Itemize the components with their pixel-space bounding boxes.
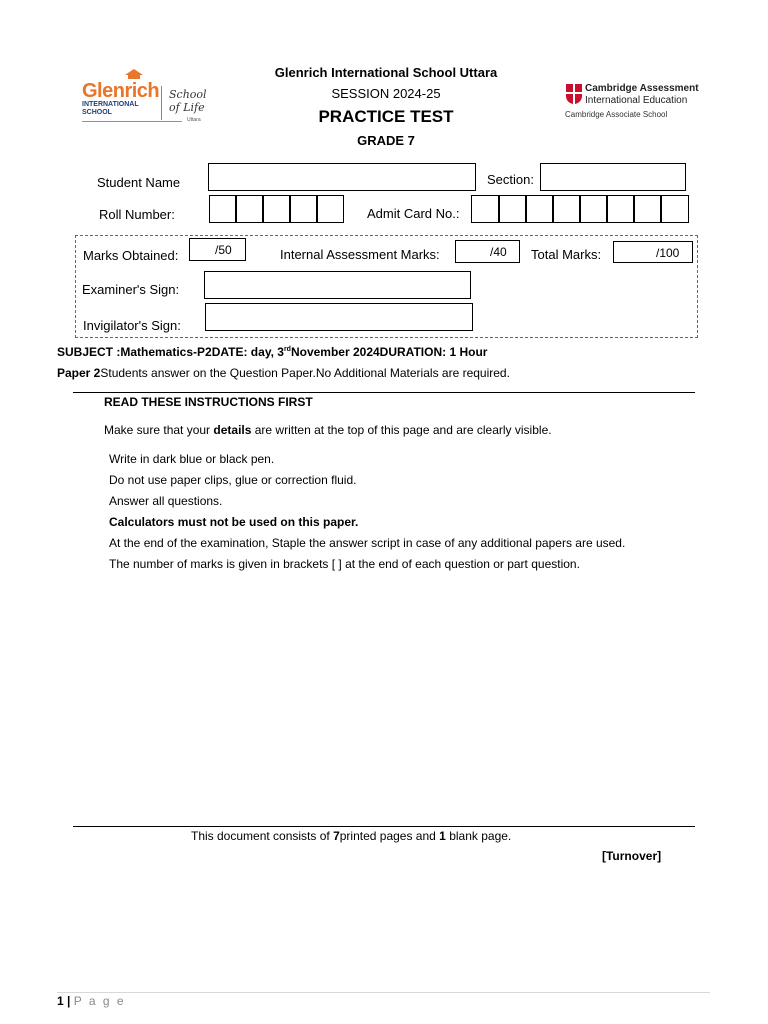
page-num: 1 [57,994,64,1008]
page-sep: | [63,994,74,1008]
paper-line [57,366,510,380]
make-sure-pre: Make sure that your [104,423,214,437]
paper-label: Paper 2 [57,366,101,380]
internal-assessment-field[interactable]: /40 [455,240,520,263]
invigilator-sign-field[interactable] [205,303,473,331]
admit-digit-box[interactable] [499,195,526,223]
admit-card-label: Admit Card No.: [367,206,460,221]
doc-pre: This document consists of [191,829,334,843]
document-info [191,829,511,843]
instruction-item: The number of marks is given in brackets [ ] at the end of each question or part question. [109,557,580,571]
instruction-item: At the end of the examination, Staple the answer script in case of any additional papers are used. [109,536,626,550]
page-word: P a g e [73,994,126,1008]
total-marks-field[interactable]: /100 [613,241,693,263]
subject-line [57,345,487,359]
logo-tagline-1: School [169,88,207,101]
cambridge-shield-icon [566,84,582,104]
instruction-item: Write in dark blue or black pen. [109,452,275,466]
admit-digit-box[interactable] [661,195,689,223]
student-name-field[interactable] [208,163,476,191]
divider-bottom [73,826,695,827]
instruction-item: Calculators must not be used on this paper. [109,515,359,529]
roll-digit-box[interactable] [263,195,290,223]
admit-digit-box[interactable] [553,195,580,223]
session: SESSION 2024-25 [331,86,441,101]
turnover: [Turnover] [602,849,662,863]
divider-top [73,392,695,393]
cambridge-line3: Cambridge Associate School [565,110,668,119]
roll-number-label: Roll Number: [99,207,175,222]
subject-part2: November 2024DURATION: 1 Hour [290,345,488,359]
admit-digit-box[interactable] [634,195,661,223]
graduation-cap-base [128,75,140,79]
admit-digit-box[interactable] [580,195,607,223]
logo-divider [161,86,162,120]
examiner-sign-label: Examiner's Sign: [82,282,180,297]
glenrich-logo [77,66,215,128]
logo-underline [82,121,182,122]
marks-obtained-label: Marks Obtained: [83,248,179,263]
section-label: Section: [487,172,534,187]
doc-blank: 1 [439,829,446,843]
instructions-heading: READ THESE INSTRUCTIONS FIRST [104,395,313,409]
admit-digit-box[interactable] [471,195,499,223]
logo-subtitle: INTERNATIONAL SCHOOL [82,101,139,116]
admit-digit-box[interactable] [607,195,634,223]
invigilator-sign-label: Invigilator's Sign: [83,318,181,333]
logo-tagline-2: of Life [169,101,205,114]
roll-digit-box[interactable] [236,195,263,223]
roll-digit-box[interactable] [317,195,344,223]
admit-digit-box[interactable] [526,195,553,223]
cambridge-line2: International Education [585,95,688,106]
paper-text: Students answer on the Question Paper.No Additional Materials are required. [100,366,510,380]
doc-post: blank page. [445,829,512,843]
make-sure-bold: details [213,423,252,437]
marks-obtained-field[interactable]: /50 [189,238,246,261]
make-sure-post: are written at the top of this page and are clearly visible. [251,423,552,437]
internal-assessment-label: Internal Assessment Marks: [280,247,440,262]
roll-digit-box[interactable] [209,195,236,223]
logo-name: Glenrich [82,80,160,102]
subject-sup: rd [283,346,291,353]
examiner-sign-field[interactable] [204,271,471,299]
cambridge-line1: Cambridge Assessment [585,83,699,94]
page-footer-rule [57,992,710,993]
instruction-item: Answer all questions. [109,494,223,508]
doc-mid: printed pages and [339,829,440,843]
logo-place: Uttara [187,117,201,123]
page-title: PRACTICE TEST [318,107,454,126]
total-marks-label: Total Marks: [531,247,602,262]
student-name-label: Student Name [97,175,181,190]
section-field[interactable] [540,163,686,191]
roll-digit-box[interactable] [290,195,317,223]
instruction-item: Do not use paper clips, glue or correction fluid. [109,473,357,487]
grade: GRADE 7 [357,133,415,148]
school-name: Glenrich International School Uttara [274,65,498,80]
subject-part1: SUBJECT :Mathematics-P2DATE: day, 3 [57,345,284,359]
cambridge-logo [563,82,703,124]
make-sure-line [104,423,552,437]
page-number [57,994,126,1008]
doc-pages: 7 [333,829,340,843]
